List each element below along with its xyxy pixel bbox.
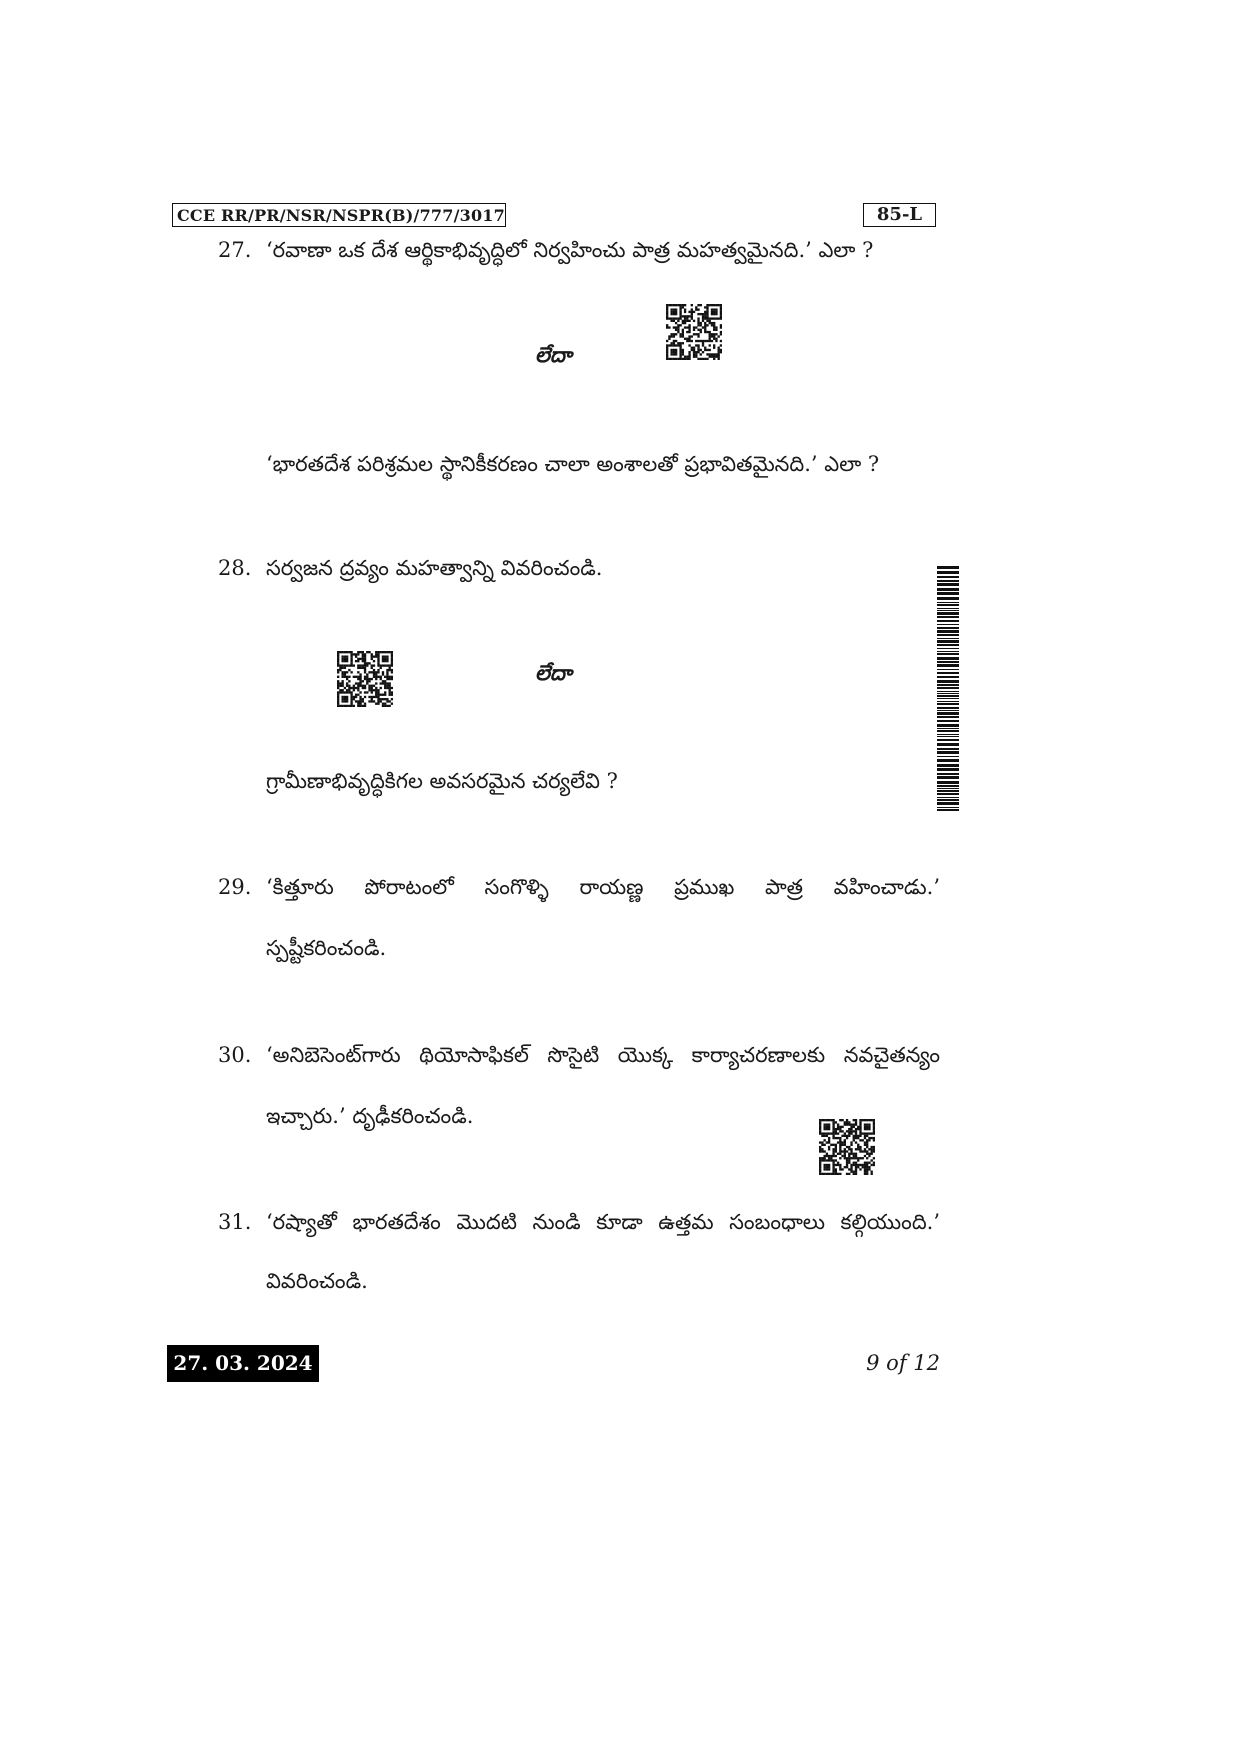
page-number: 9 of 12 (866, 1351, 940, 1375)
question-text-29-line1: ‘కిత్తూరు పోరాటంలో సంగొళ్ళి రాయణ్ణ ప్రముఖ పాత్ర వహించాడు.’ (266, 875, 940, 899)
question-number-31: 31. (218, 1210, 252, 1234)
question-text-30-line1: ‘అనిబెసెంట్‌గారు థియోసాఫికల్ సొసైటి యొక్క కార్యాచరణాలకు నవచైతన్యం (266, 1043, 940, 1067)
question-alt-text-27: ‘భారతదేశ పరిశ్రమల స్థానికీకరణం చాలా అంశాలతో ప్రభావితమైనది.’ ఎలా ? (266, 452, 880, 476)
barcode-icon (937, 566, 959, 812)
subject-code: 85-L (863, 203, 936, 227)
question-number-30: 30. (218, 1043, 252, 1067)
question-text-29-line2: స్పష్టీకరించండి. (266, 936, 387, 960)
paper-code: CCE RR/PR/NSR/NSPR(B)/777/3017 (172, 203, 506, 227)
question-text-30-line2: ఇచ్చారు.’ దృఢీకరించండి. (266, 1104, 474, 1128)
qr-code-icon (666, 304, 722, 360)
question-alt-text-28: గ్రామీణాభివృద్ధికిగల అవసరమైన చర్యలేవి ? (266, 769, 618, 793)
qr-code-icon (819, 1119, 875, 1175)
or-label-28: లేదా (535, 660, 572, 685)
qr-code-icon (337, 651, 393, 707)
question-number-29: 29. (218, 875, 252, 899)
question-number-27: 27. (218, 238, 252, 262)
question-text-31-line2: వివరించండి. (266, 1269, 368, 1293)
exam-date: 27. 03. 2024 (167, 1345, 319, 1382)
question-text-27: ‘రవాణా ఒక దేశ ఆర్థికాభివృద్ధిలో నిర్వహించు పాత్ర మహత్వమైనది.’ ఎలా ? (266, 238, 874, 262)
question-text-31-line1: ‘రష్యాతో భారతదేశం మొదటి నుండి కూడా ఉత్తమ సంబంధాలు కల్గియుంది.’ (266, 1210, 940, 1234)
question-number-28: 28. (218, 556, 252, 580)
or-label-27: లేదా (535, 342, 572, 367)
question-text-28: సర్వజన ద్రవ్యం మహత్వాన్ని వివరించండి. (266, 556, 603, 580)
